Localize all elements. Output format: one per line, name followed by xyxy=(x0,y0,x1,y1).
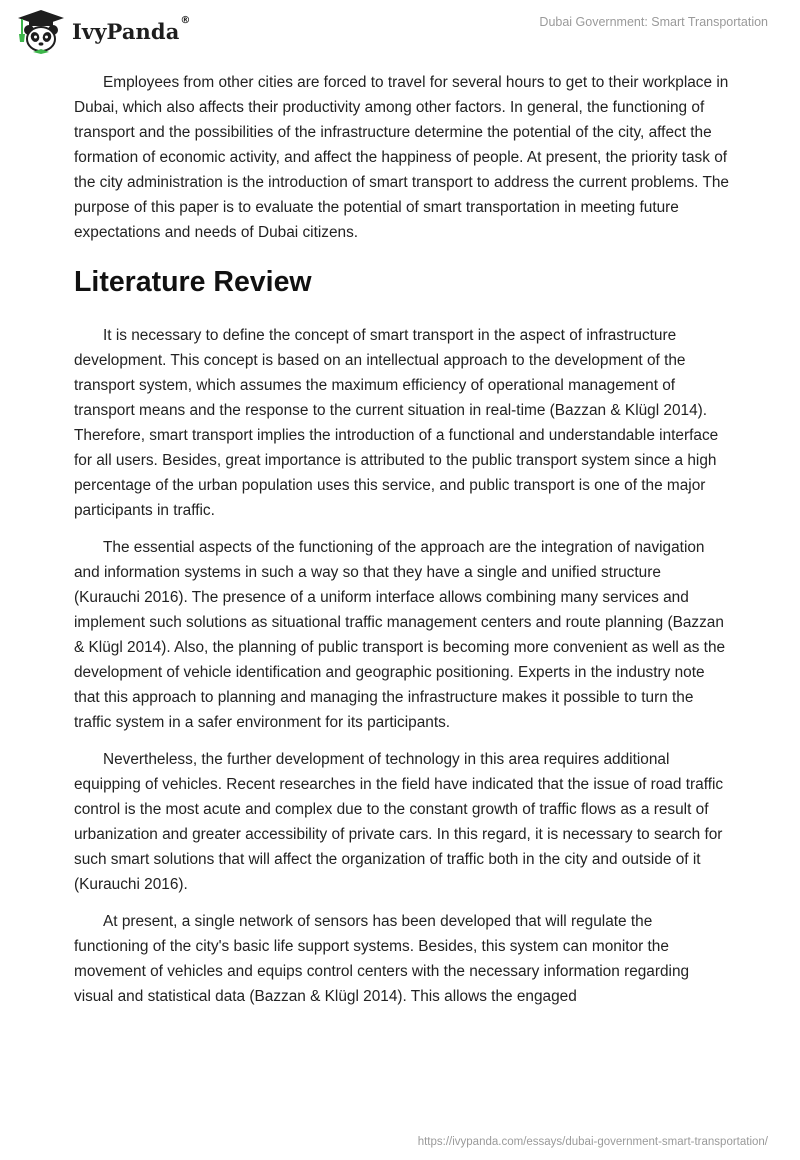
intro-paragraph: Employees from other cities are forced to travel for several hours to get to their workplace in Dubai, which also affects their productivity among other factors. In general, the functioning of transport and the possibilities of the infrastructure determine the potential of the city, affect the formation of economic activity, and affect the happiness of people. At present, the priority task of the city administration is the introduction of smart transport to address the current problems. The purpose of this paper is to evaluate the potential of smart transportation in meeting future expectations and needs of Dubai citizens. xyxy=(74,74,729,241)
body-paragraph-4: At present, a single network of sensors has been developed that will regulate the functioning of the city's basic life support systems. Besides, this system can monitor the movement of vehicles and equips control centers with the necessary information regarding visual and statistical data (Bazzan & Klügl 2014). This allows the engaged xyxy=(74,913,690,1005)
body-paragraph-3: Nevertheless, the further development of technology in this area requires additional equipping of vehicles. Recent researches in the field have indicated that the issue of road traffic control is the most acute and complex due to the constant growth of traffic flows as a result of urbanization and greater accessibility of private cars. In this regard, it is necessary to search for such smart solutions that will affect the organization of traffic both in the city and outside of it (Kurauchi 2016). xyxy=(74,751,724,893)
body-paragraph-2: The essential aspects of the functioning of the approach are the integration of navigation and information systems in such a way so that they have a single and unified structure (Kurauchi 2016). The presence of a uniform interface allows combining many services and implement such solutions as situational traffic management centers and route planning (Bazzan & Klügl 2014). Also, the planning of public transport is becoming more convenient as well as the development of vehicle identification and geographic positioning. Experts in the industry note that this approach to planning and managing the infrastructure makes it possible to turn the traffic system in a safer environment for its participants. xyxy=(74,539,726,731)
document-title: Dubai Government: Smart Transportation xyxy=(539,15,768,29)
panda-graduate-logo-icon xyxy=(14,8,68,54)
page-header xyxy=(0,0,800,60)
body-paragraph-1: It is necessary to define the concept of smart transport in the aspect of infrastructure development. This concept is based on an intellectual approach to the development of the transport system, which assumes the maximum efficiency of operational management of transport means and the response to the current situation in real-time (Bazzan & Klügl 2014). Therefore, smart transport implies the introduction of a functional and understandable interface for all users. Besides, great importance is attributed to the public transport system since a high percentage of the urban population uses this service, and public transport is one of the major participants in traffic. xyxy=(74,327,719,519)
registered-mark: ® xyxy=(180,14,191,26)
brand-logo[interactable] xyxy=(14,8,191,54)
brand-name: IvyPanda® xyxy=(72,14,191,44)
essay-content xyxy=(74,70,730,1021)
source-url[interactable]: https://ivypanda.com/essays/dubai-government-smart-transportation/ xyxy=(417,1136,768,1148)
section-heading: Literature Review xyxy=(74,266,312,298)
